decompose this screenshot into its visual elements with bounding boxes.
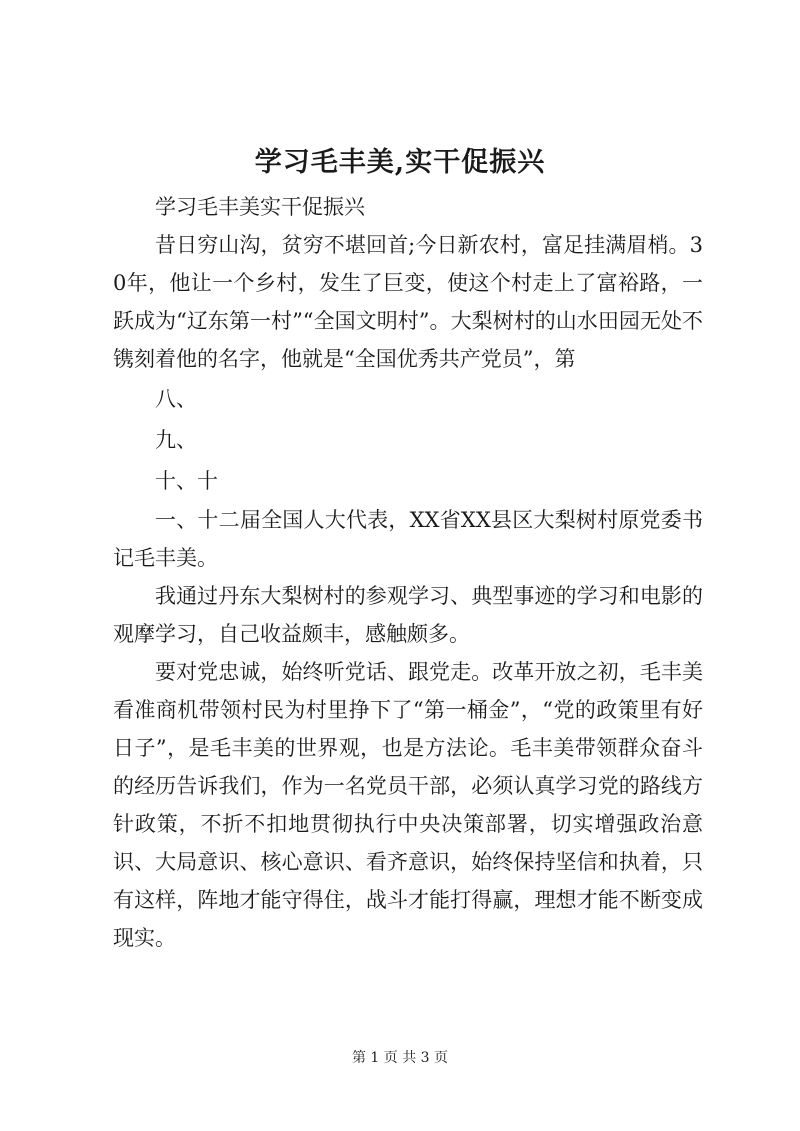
document-body — [113, 188, 703, 957]
biography-paragraph: 一、十二届全国人大代表，XX省XX县区大梨树村原党委书记毛丰美。 — [113, 508, 703, 570]
subtitle-paragraph: 学习毛丰美实干促振兴 — [155, 195, 365, 219]
document-title: 学习毛丰美,实干促振兴 — [254, 147, 546, 178]
page-footer: 第 1 页 共 3 页 — [351, 1050, 449, 1066]
list-line-9: 九、 — [155, 428, 197, 452]
loyalty-paragraph: 要对党忠诚，始终听党话、跟党走。改革开放之初，毛丰美看准商机带领村民为村里挣下了“第一桶金”，“党的政策里有好日子”，是毛丰美的世界观，也是方法论。毛丰美带领群众奋斗的经历告诉我们，作为一名党员干部，必须认真学习党的路线方针政策，不折不扣地贯彻执行中央决策部署，切实增强政治意识、大局意识、核心意识、看齐意识，始终保持坚信和执着，只有这样，阵地才能守得住，战斗才能打得赢，理想才能不断变成现实。 — [113, 660, 703, 950]
list-line-10: 十、十 — [155, 469, 218, 493]
list-line-8: 八、 — [155, 387, 197, 411]
intro-paragraph: 昔日穷山沟，贫穷不堪回首;今日新农村，富足挂满眉梢。30年，他让一个乡村，发生了巨变，使这个村走上了富裕路，一跃成为“辽东第一村”“全国文明村”。大梨树村的山水田园无处不镌刻着他的名字，他就是“全国优秀共产党员”，第 — [113, 233, 703, 371]
reflection-paragraph: 我通过丹东大梨树村的参观学习、典型事迹的学习和电影的观摩学习，自己收益颇丰，感触颇多。 — [113, 584, 703, 646]
